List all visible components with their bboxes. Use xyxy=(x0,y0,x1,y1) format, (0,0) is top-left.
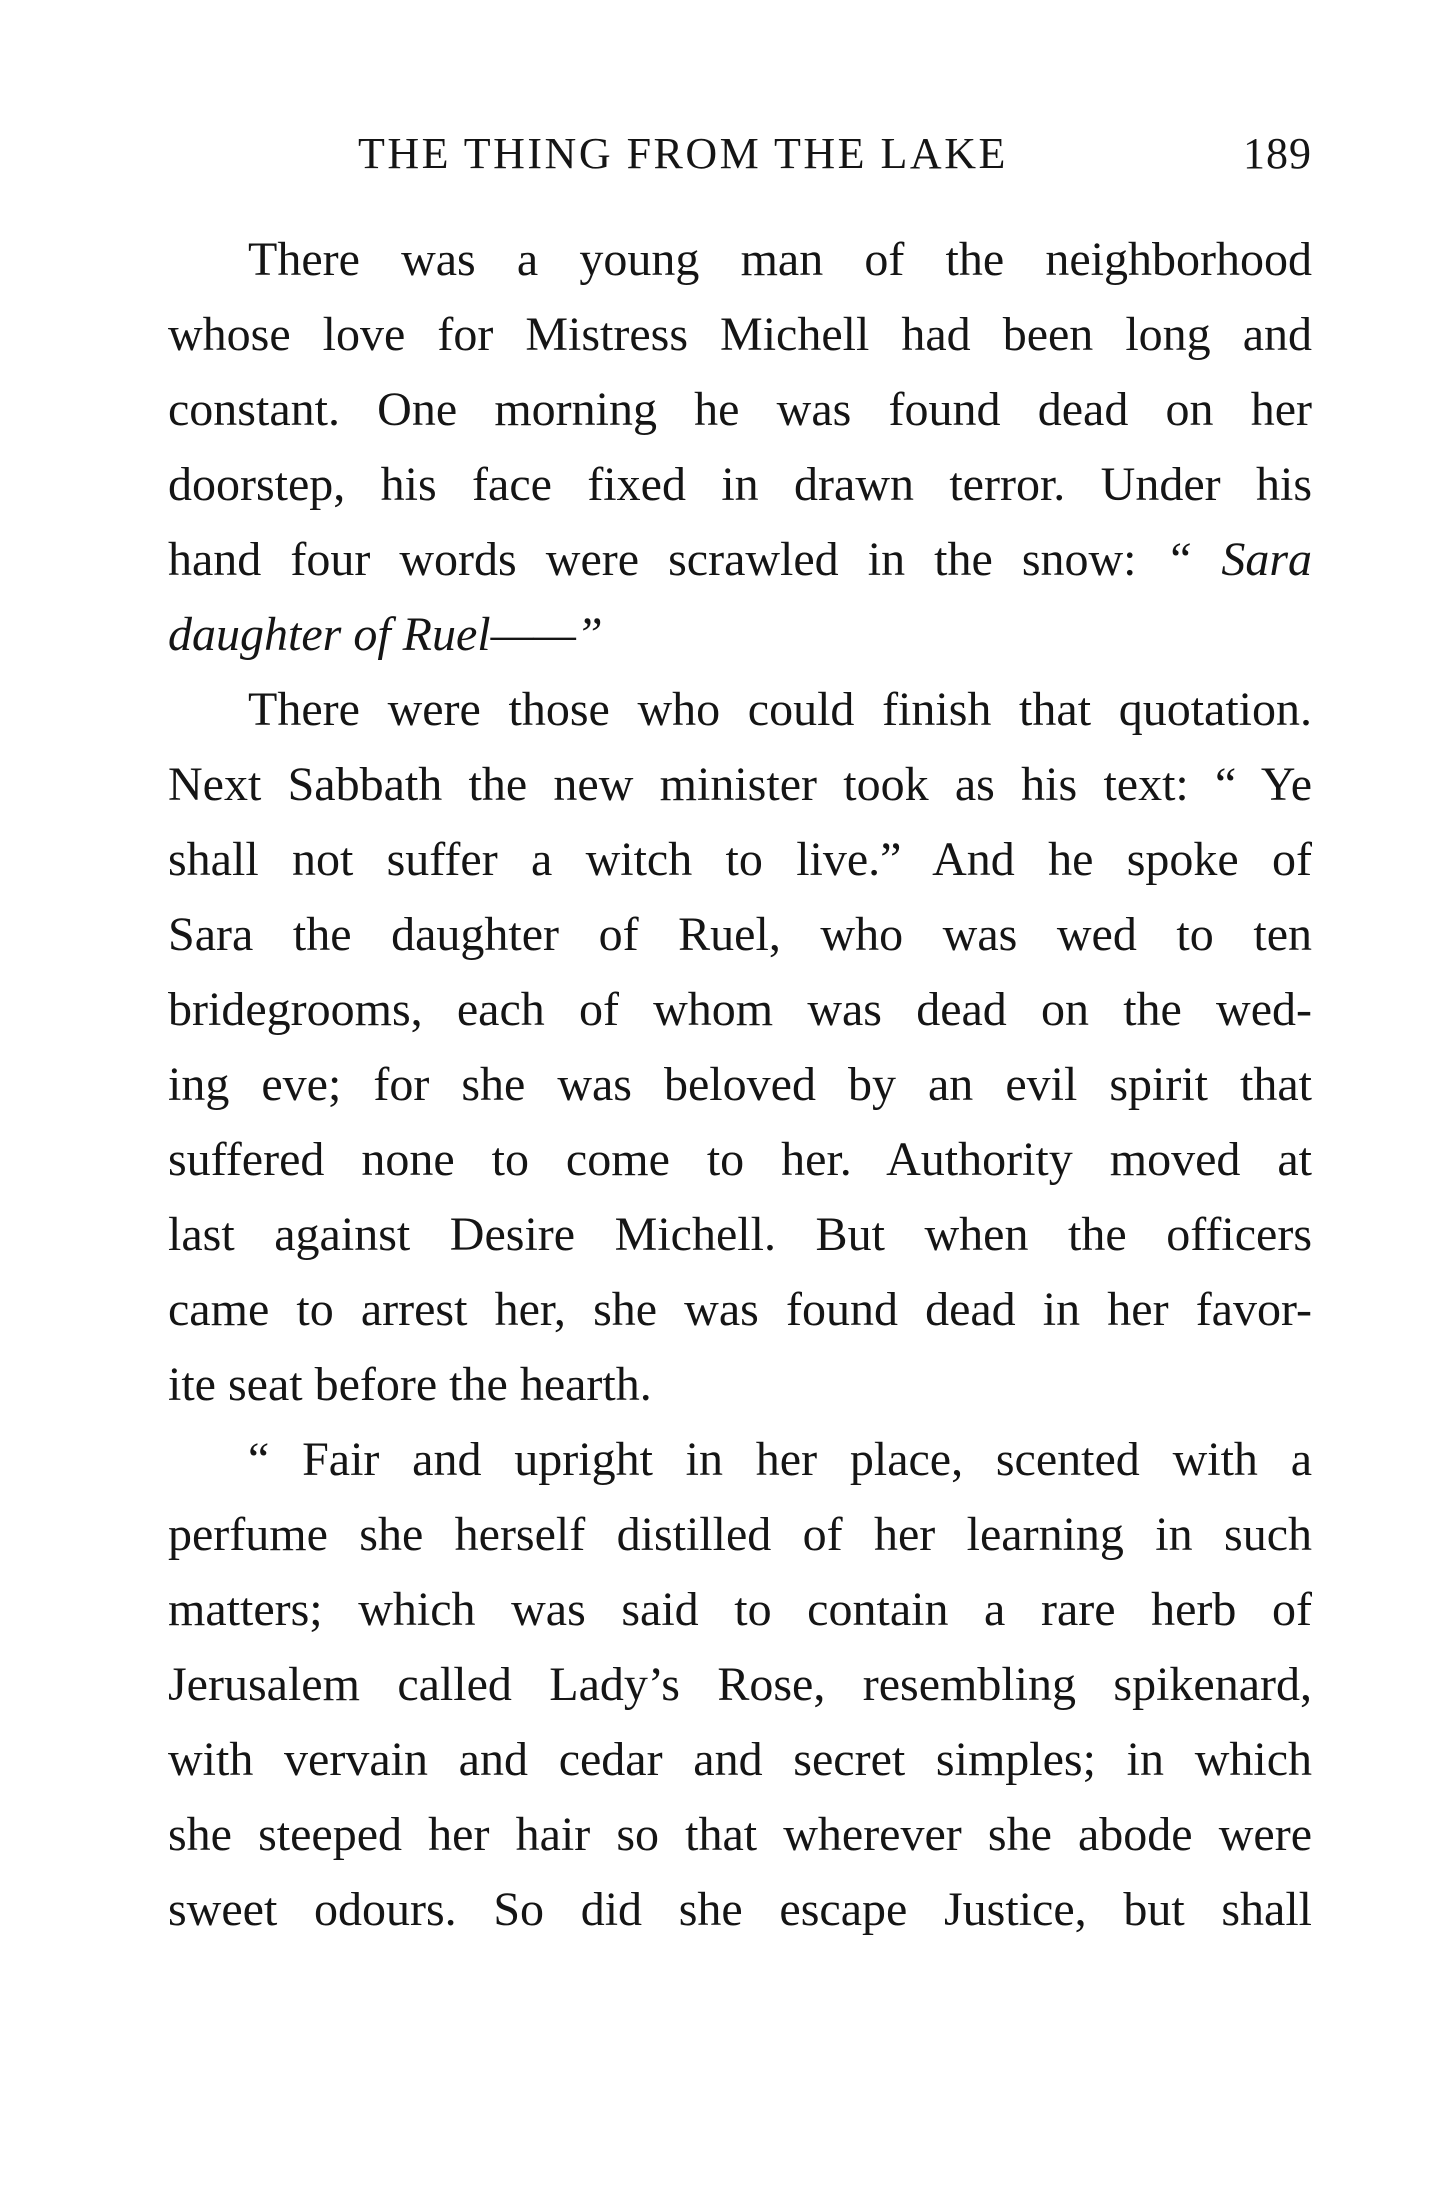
text-line-segment: hand four words were scrawled in the snow: xyxy=(168,533,1137,586)
text-line: sweet odours. So did she escape Justice, but shall xyxy=(168,1883,1312,1936)
text-line: whose love for Mistress Michell had been long and xyxy=(168,308,1312,361)
page-number: 189 xyxy=(1243,129,1312,178)
text-line: Next Sabbath the new minister took as his text: “ Ye xyxy=(168,758,1312,811)
text-line: suffered none to come to her. Authority moved at xyxy=(168,1133,1312,1186)
text-line: doorstep, his face fixed in drawn terror. Under his xyxy=(168,458,1312,511)
text-line: Sara the daughter of Ruel, who was wed to ten xyxy=(168,908,1312,961)
text-line: last against Desire Michell. But when the officers xyxy=(168,1208,1312,1261)
text-line: perfume she herself distilled of her learning in such xyxy=(168,1508,1312,1561)
text-line: ite seat before the hearth. xyxy=(168,1358,652,1411)
running-head xyxy=(168,128,1312,188)
body-text xyxy=(168,222,1312,1947)
text-line: ing eve; for she was beloved by an evil spirit that xyxy=(168,1058,1312,1111)
text-line: came to arrest her, she was found dead in her favor- xyxy=(168,1283,1312,1336)
text-line: bridegrooms, each of whom was dead on the wed- xyxy=(168,983,1312,1036)
text-line: shall not suffer a witch to live.” And he spoke of xyxy=(168,833,1312,886)
running-title: THE THING FROM THE LAKE xyxy=(358,129,1008,178)
text-line: she steeped her hair so that wherever she abode were xyxy=(168,1808,1312,1861)
text-line: There were those who could finish that quotation. xyxy=(248,683,1312,736)
italic-quotation: “ Sara xyxy=(1165,533,1312,586)
text-line: matters; which was said to contain a rare herb of xyxy=(168,1583,1312,1636)
text-line xyxy=(168,522,1312,597)
text-line: constant. One morning he was found dead on her xyxy=(168,383,1312,436)
text-line: Jerusalem called Lady’s Rose, resembling spikenard, xyxy=(168,1658,1312,1711)
text-line: There was a young man of the neighborhood xyxy=(248,233,1312,286)
text-line: with vervain and cedar and secret simples; in which xyxy=(168,1733,1312,1786)
text-line: “ Fair and upright in her place, scented with a xyxy=(248,1433,1312,1486)
italic-quotation-line: daughter of Ruel——” xyxy=(168,608,603,661)
